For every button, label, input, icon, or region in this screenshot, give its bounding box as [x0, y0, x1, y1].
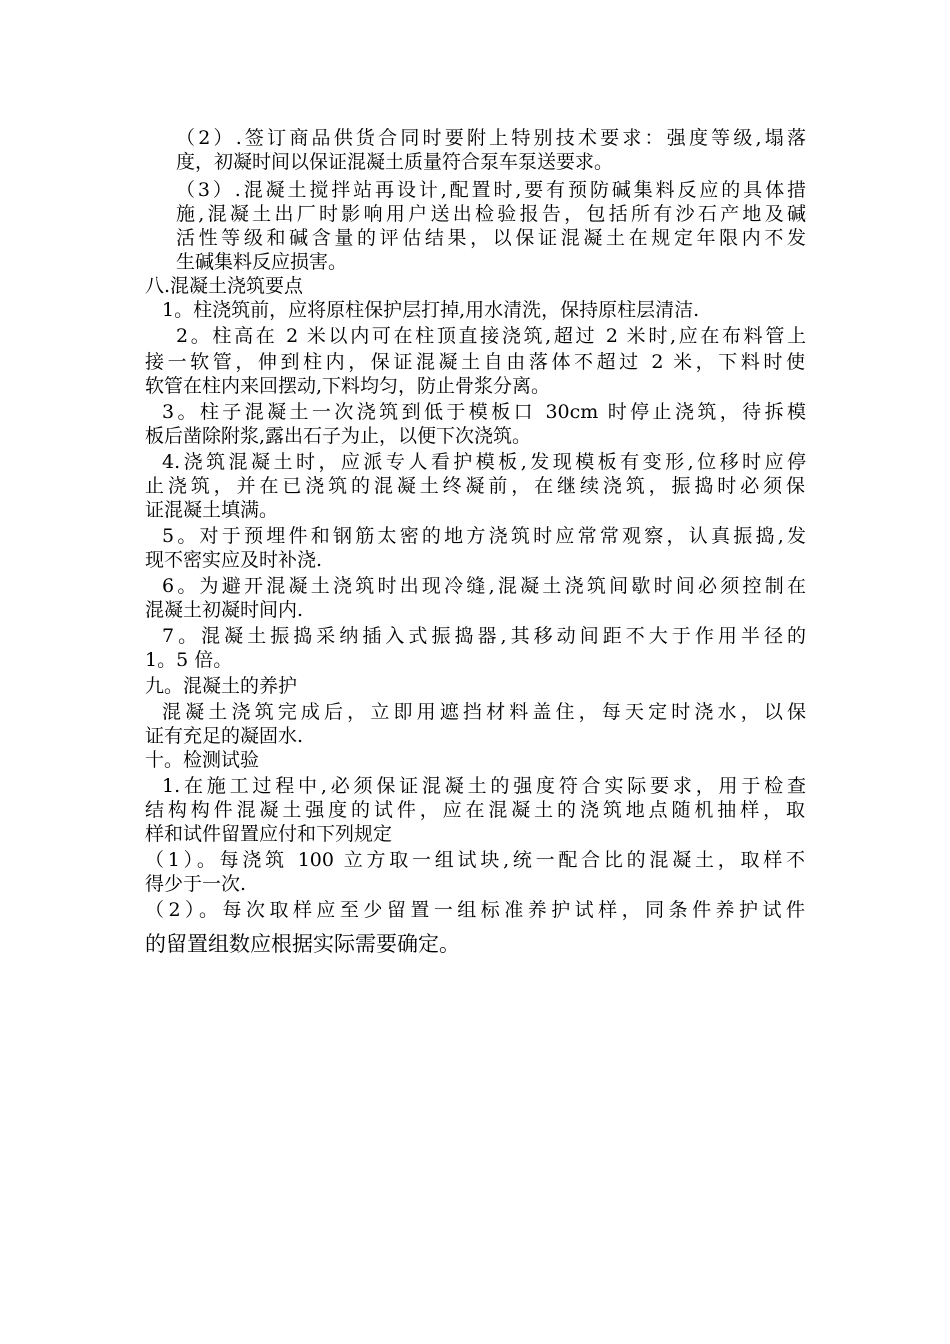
text-line: 混凝土初凝时间内. [145, 599, 304, 621]
text-line: 1.在施工过程中,必须保证混凝土的强度符合实际要求，用于检查 [162, 775, 806, 797]
text-line: 混凝土浇筑完成后，立即用遮挡材料盖住，每天定时浇水，以保 [162, 701, 806, 723]
text-line: （3）.混凝土搅拌站再设计,配置时,要有预防碱集料反应的具体措 [176, 179, 806, 201]
text-line: 板后凿除附浆,露出石子为止，以便下次浇筑。 [145, 425, 532, 447]
text-line: 2。柱高在 2 米以内可在柱顶直接浇筑,超过 2 米时,应在布料管上 [176, 325, 806, 347]
text-line: （1）。每浇筑 100 立方取一组试块,统一配合比的混凝土，取样不 [145, 849, 805, 871]
text-line: 生碱集料反应损害。 [176, 251, 348, 273]
text-line: 证有充足的凝固水. [145, 725, 304, 747]
text-line: 的留置组数应根据实际需要确定。 [145, 932, 460, 956]
text-line: （2）.签订商品供货合同时要附上特别技术要求：强度等级,塌落 [176, 127, 806, 149]
text-line: 接一软管，伸到柱内，保证混凝土自由落体不超过 2 米，下料时使 [145, 351, 805, 373]
text-line: 4.浇筑混凝土时，应派专人看护模板,发现模板有变形,位移时应停 [162, 451, 806, 473]
text-line: 1。柱浇筑前，应将原柱保护层打掉,用水清洗，保持原柱层清洁. [162, 299, 700, 321]
text-line: 7。混凝土振捣采纳插入式振捣器,其移动间距不大于作用半径的 [162, 625, 806, 647]
text-line: 样和试件留置应付和下列规定 [145, 823, 393, 845]
text-line: 结构构件混凝土强度的试件，应在混凝土的浇筑地点随机抽样，取 [145, 799, 805, 821]
text-line: 度，初凝时间以保证混凝土质量符合泵车泵送要求。 [176, 151, 614, 173]
text-line: 现不密实应及时补浇. [145, 549, 323, 571]
text-line: 1。5 倍。 [145, 649, 233, 671]
text-line: 止浇筑，并在已浇筑的混凝土终凝前，在继续浇筑，振捣时必须保 [145, 475, 805, 497]
text-line: 3。柱子混凝土一次浇筑到低于模板口 30cm 时停止浇筑，待拆模 [162, 401, 806, 423]
text-line: 证混凝土填满。 [145, 499, 279, 521]
section-heading: 十。检测试验 [145, 749, 260, 771]
text-line: （2）。每次取样应至少留置一组标准养护试样，同条件养护试件 [145, 899, 805, 921]
section-heading: 八.混凝土浇筑要点 [145, 275, 304, 297]
text-line: 施,混凝土出厂时影响用户送出检验报告，包括所有沙石产地及碱 [176, 203, 806, 225]
text-line: 6。为避开混凝土浇筑时出现冷缝,混凝土浇筑间歇时间必须控制在 [162, 575, 806, 597]
text-line: 软管在柱内来回摆动,下料均匀，防止骨浆分离。 [145, 375, 551, 397]
section-heading: 九。混凝土的养护 [145, 675, 298, 697]
text-line: 得少于一次. [145, 873, 247, 895]
text-line: 活性等级和碱含量的评估结果，以保证混凝土在规定年限内不发 [176, 227, 806, 249]
text-line: 5。对于预埋件和钢筋太密的地方浇筑时应常常观察，认真振捣,发 [162, 525, 806, 547]
